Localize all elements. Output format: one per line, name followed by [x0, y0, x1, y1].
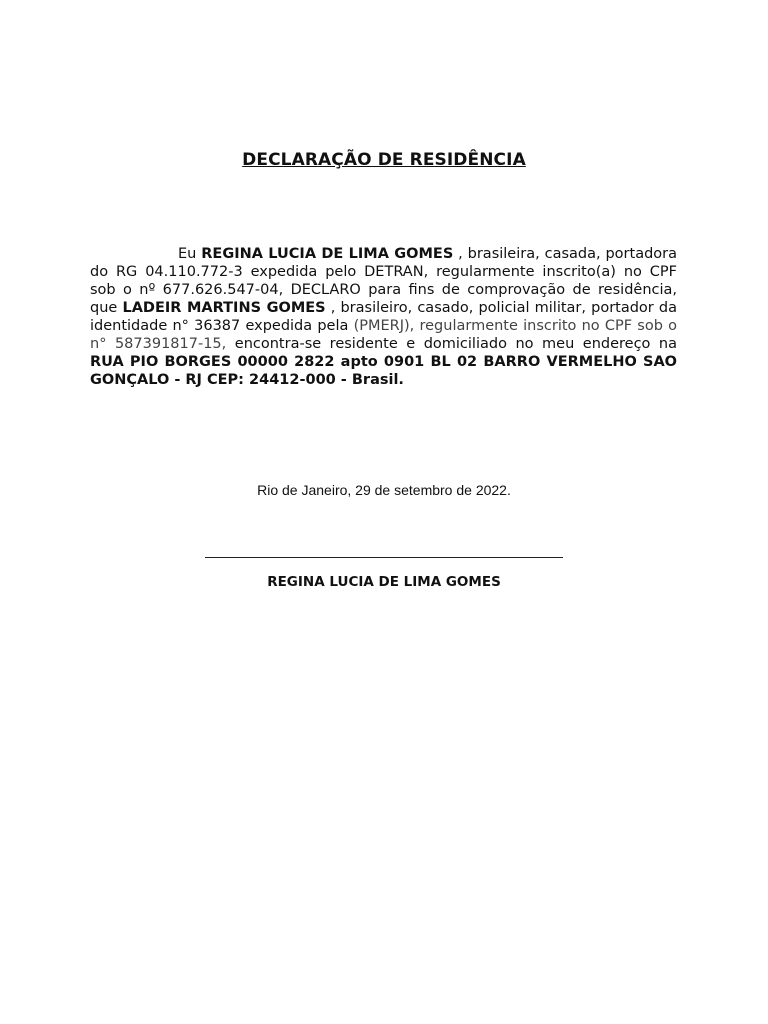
signature-name: REGINA LUCIA DE LIMA GOMES	[267, 574, 501, 590]
body-text-1: Eu	[178, 246, 202, 262]
body-text-2: , brasileira, casada, portadora do RG 04.110.772-3 expedida pelo DETRAN, regularmente inscrito(a) no CPF sob o nº 677.626.547-04, DECLARO para fins de comprovação de residência, que	[90, 246, 678, 316]
signature-line	[205, 557, 563, 558]
declaration-paragraph	[90, 245, 677, 389]
declarant-name: REGINA LUCIA DE LIMA GOMES	[201, 246, 454, 262]
body-text-3: , brasileiro, casado, policial militar, portador da identidade n° 36387 expedida pela	[90, 300, 677, 334]
date-location-line: Rio de Janeiro, 29 de setembro de 2022.	[257, 482, 511, 498]
resident-name: LADEIR MARTINS GOMES	[122, 300, 326, 316]
document-title: DECLARAÇÃO DE RESIDÊNCIA	[242, 150, 526, 170]
body-text-5: encontra-se residente e domiciliado no meu endereço na	[226, 336, 677, 352]
residence-address: RUA PIO BORGES 00000 2822 apto 0901 BL 02 BARRO VERMELHO SAO GONÇALO - RJ CEP: 24412-000 - Brasil.	[90, 354, 677, 388]
body-text-4: (PMERJ), regularmente inscrito no CPF sob o n° 587391817-15,	[90, 318, 677, 352]
